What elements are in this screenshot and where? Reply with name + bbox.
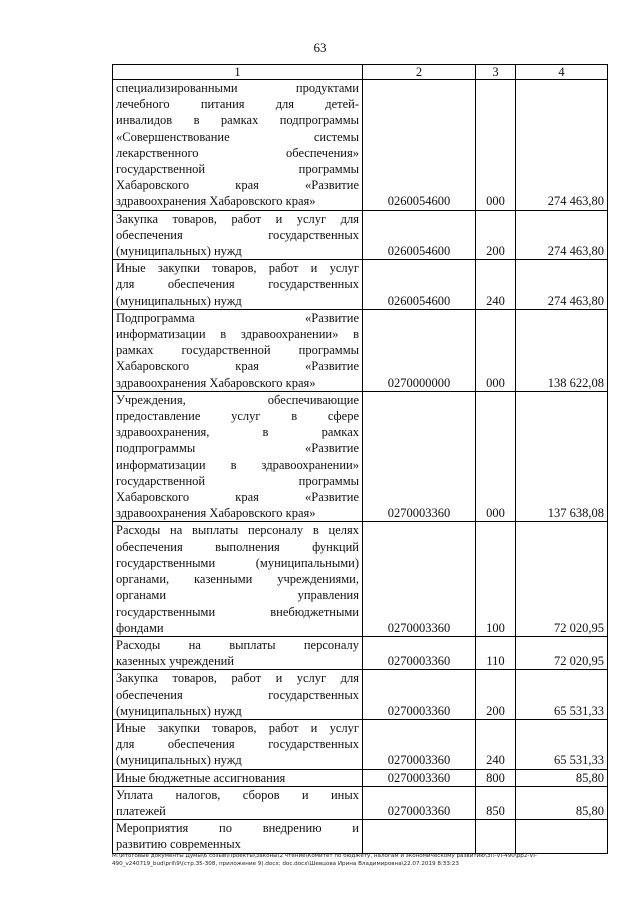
amount-value: 274 463,80 [516,80,608,211]
table-row [113,820,608,853]
row-description [113,80,363,211]
description-line: здравоохранения Хабаровского края» [116,506,316,521]
description-line: предоставление услуг в сфере [116,409,359,424]
description-line: обеспечения государственных [116,227,359,242]
expense-type-code: 000 [476,80,516,211]
amount-value: 65 531,33 [516,719,608,769]
table-row [113,636,608,669]
description-line: органами, казенными учреждениями, [116,572,359,587]
header-col-1: 1 [113,65,363,80]
description-line: Закупка товаров, работ и услуг для [116,671,359,686]
target-article-code: 0260054600 [363,210,476,260]
row-description [113,210,363,260]
target-article-code: 0270003360 [363,786,476,819]
amount-value: 72 020,95 [516,522,608,636]
description-line: Учреждения, обеспечивающие [116,392,359,407]
footer-line-2: 490_v240719_bud\pril\9\(стр.35-308, приложение 9).docx; doc.docx\Шевцова Ирина Владимировна\22.07.2019 8:33:23 [112,861,459,867]
description-line: Мероприятия по внедрению и [116,821,359,836]
target-article-code: 0270003360 [363,670,476,720]
description-line: казенных учреждений [116,654,235,669]
table-row [113,260,608,310]
amount-value: 137 638,08 [516,391,608,522]
row-description [113,309,363,391]
description-line: «Совершенствование системы [116,129,359,144]
description-line: государственной программы [116,162,359,177]
description-line: фондами [116,620,164,635]
target-article-code: 0270003360 [363,769,476,786]
description-line: специализированными продуктами [116,81,359,95]
description-line: Расходы на выплаты персоналу в целях [116,523,359,538]
table-row [113,719,608,769]
description-line: обеспечения государственных [116,687,359,702]
table-row [113,80,608,211]
row-description [113,786,363,819]
description-line: развитию современных [116,837,241,852]
row-description [113,670,363,720]
target-article-code: 0270000000 [363,309,476,391]
target-article-code [363,820,476,853]
row-description [113,391,363,522]
target-article-code: 0270003360 [363,636,476,669]
description-line: Закупка товаров, работ и услуг для [116,211,359,226]
description-line: обеспечения выполнения функций [116,539,359,554]
row-description [113,719,363,769]
expense-type-code: 800 [476,769,516,786]
table-row [113,309,608,391]
table-row [113,391,608,522]
header-col-4: 4 [516,65,608,80]
description-line: государственной программы [116,473,359,488]
page-number: 63 [313,40,327,55]
amount-value: 274 463,80 [516,210,608,260]
target-article-code: 0260054600 [363,260,476,310]
amount-value: 85,80 [516,769,608,786]
description-line: государственными внебюджетными [116,604,359,619]
amount-value: 72 020,95 [516,636,608,669]
amount-value: 274 463,80 [516,260,608,310]
row-description [113,260,363,310]
description-line: Хабаровского края «Развитие [116,490,359,505]
budget-table-body [113,65,608,854]
description-line: лекарственного обеспечения» [116,145,359,160]
description-line: здравоохранения Хабаровского края» [116,375,316,390]
target-article-code: 0270003360 [363,522,476,636]
row-description [113,820,363,853]
row-description [113,636,363,669]
description-line: подпрограммы «Развитие [116,441,359,456]
expense-type-code: 100 [476,522,516,636]
header-col-3: 3 [476,65,516,80]
description-line: (муниципальных) нужд [116,244,242,259]
expense-type-code [476,820,516,853]
description-line: Уплата налогов, сборов и иных [116,787,359,802]
description-line: информатизации в здравоохранении» в [116,327,359,342]
description-line: Расходы на выплаты персоналу [116,637,359,652]
description-line: Иные бюджетные ассигнования [116,770,286,785]
table-header-row [113,65,608,80]
table-row [113,769,608,786]
description-line: государственными (муниципальными) [116,555,359,570]
table-row [113,210,608,260]
description-line: Подпрограмма «Развитие [116,310,359,325]
amount-value: 65 531,33 [516,670,608,720]
description-line: Иные закупки товаров, работ и услуг [116,720,359,735]
document-path-footer [112,852,617,868]
expense-type-code: 200 [476,210,516,260]
target-article-code: 0270003360 [363,391,476,522]
expense-type-code: 200 [476,670,516,720]
expense-type-code: 850 [476,786,516,819]
target-article-code: 0260054600 [363,80,476,211]
description-line: Хабаровского края «Развитие [116,359,359,374]
description-line: рамках государственной программы [116,343,359,358]
target-article-code: 0270003360 [363,719,476,769]
expense-type-code: 000 [476,391,516,522]
amount-value: 138 622,08 [516,309,608,391]
description-line: (муниципальных) нужд [116,753,242,768]
row-description [113,769,363,786]
table-row [113,786,608,819]
expense-type-code: 000 [476,309,516,391]
description-line: здравоохранения, в рамках [116,425,359,440]
description-line: платежей [116,803,166,818]
description-line: лечебного питания для детей- [116,97,359,112]
expense-type-code: 240 [476,260,516,310]
amount-value [516,820,608,853]
amount-value: 85,80 [516,786,608,819]
header-col-2: 2 [363,65,476,80]
description-line: Хабаровского края «Развитие [116,178,359,193]
description-line: Иные закупки товаров, работ и услуг [116,261,359,276]
expense-type-code: 110 [476,636,516,669]
description-line: для обеспечения государственных [116,277,359,292]
footer-line-1: М:\Итоговые документы Думы\6 созыв\Проекты\Законы\2 чтение\Комитет по бюджету, налогам и экономическому развитию\ЗП-VI-490\рр2-VI- [112,853,537,859]
description-line: органами управления [116,588,359,603]
description-line: здравоохранения Хабаровского края» [116,194,316,209]
table-row [113,670,608,720]
expense-type-code: 240 [476,719,516,769]
description-line: (муниципальных) нужд [116,293,242,308]
description-line: для обеспечения государственных [116,737,359,752]
row-description [113,522,363,636]
description-line: (муниципальных) нужд [116,703,242,718]
budget-table [112,64,608,854]
table-row [113,522,608,636]
description-line: информатизации в здравоохранении» [116,457,359,472]
description-line: инвалидов в рамках подпрограммы [116,113,359,128]
